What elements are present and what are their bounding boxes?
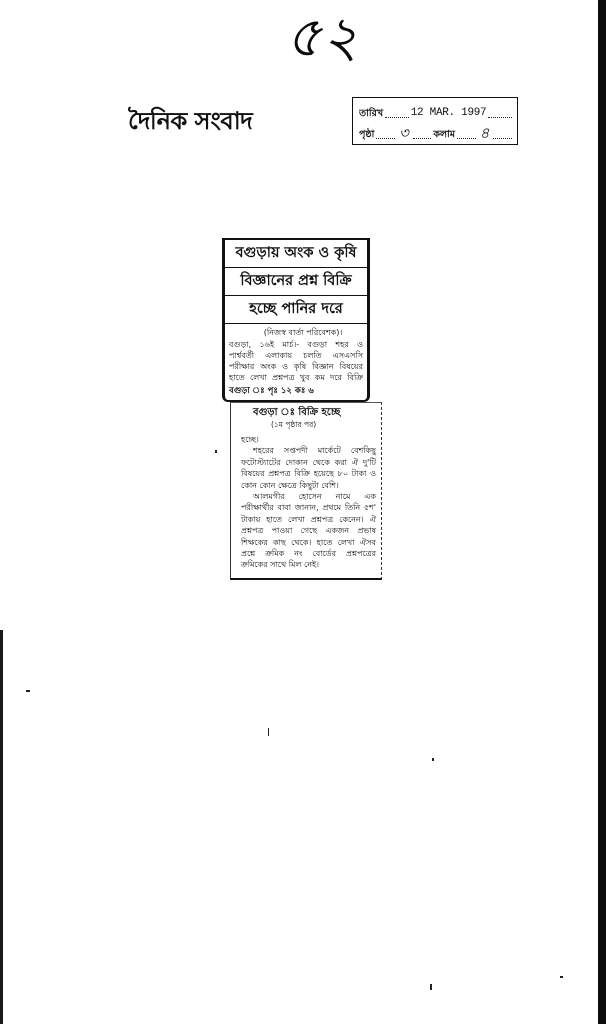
scan-speck [215, 450, 217, 453]
continued-from-note: (১ম পৃষ্ঠার পর) [271, 420, 317, 429]
scan-speck [26, 690, 30, 692]
body-line: প্রশ্নে ক্রমিক নং বোর্ডের প্রশ্নপত্রের [241, 548, 376, 558]
scan-edge-left [0, 630, 3, 1024]
body-line: পরীক্ষার অংক ও কৃষি বিজ্ঞান বিষয়ের [229, 362, 363, 371]
headline-line: বিজ্ঞানের প্রশ্ন বিক্রি [225, 268, 367, 296]
news-clipping-front [222, 238, 370, 402]
continued-marker: বগুড়া ঃ পৃঃ ১২ কঃ ৬ [229, 386, 314, 396]
scan-edge-right [598, 0, 606, 1024]
headline-line: বগুড়ায় অংক ও কৃষি [225, 240, 367, 268]
scan-speck [560, 976, 563, 978]
body-line: বগুড়া, ১৬ই মার্চ।- বগুড়া শহর ও [229, 340, 363, 349]
scan-speck [430, 984, 432, 990]
stamp-date-value: 12 MAR. 1997 [410, 107, 487, 119]
body-line: কোন কোন ক্ষেত্রে কিছুটা বেশি। [241, 480, 339, 490]
stamp-column-label: কলাম [433, 129, 456, 140]
leader-dots [385, 116, 409, 118]
news-clipping-continued [230, 402, 382, 580]
leader-dots [376, 137, 395, 139]
leader-dots [488, 116, 512, 118]
body-line: ফটোস্ট্যাটের দোকান থেকে করা ঐ দু'টি [241, 457, 376, 467]
handwritten-file-number: ৫২ [285, 5, 359, 70]
scan-speck [268, 728, 269, 736]
body-line: প্রশ্নপত্র পাওয়া গেছে একজন প্রভাষ [241, 526, 376, 536]
stamp-page-row [359, 121, 512, 142]
body-line: টাকায় হাতে লেখা প্রশ্নপত্র কেনেন। ঐ [241, 514, 376, 524]
body-line: পার্শ্ববর্তী এলাকায় চলতি এসএসসি [229, 351, 363, 360]
body-line: শহরের সপ্তপদী মার্কেটে বেশকিছু [253, 446, 376, 456]
leader-dots [457, 137, 476, 139]
stamp-date-label: তারিখ [359, 108, 384, 119]
byline: (নিজস্ব বার্তা পরিবেশক)। [263, 328, 343, 337]
scan-speck [432, 758, 434, 761]
stamp-date-row [359, 100, 512, 121]
stamp-column-value: ৪ [479, 124, 490, 142]
stamp-page-label: পৃষ্ঠা [359, 129, 375, 140]
leader-dots [493, 137, 512, 139]
body-line: ক্রমিকের সাথে মিল নেই। [241, 560, 319, 570]
body-line: হাতে লেখা প্রশ্নপত্র খুব কম দরে বিক্রি [229, 373, 363, 382]
body-line: শিক্ষকের কাছ থেকে। হাতে লেখা ঐসব [241, 537, 376, 547]
leader-dots [413, 137, 432, 139]
continued-header: বগুড়া ঃ বিক্রি হচ্ছে [253, 407, 341, 418]
body-line: বিষয়ের প্রশ্নপত্র বিক্রি হয়েছে ৮০ টাকা ও [241, 469, 376, 479]
newspaper-name: দৈনিক সংবাদ [128, 107, 253, 135]
archive-stamp [352, 97, 518, 145]
stamp-page-value: ৩ [398, 124, 409, 142]
body-line: হচ্ছে। [241, 435, 259, 444]
headline-line: হচ্ছে পানির দরে [225, 296, 367, 324]
body-line: আলমগীর হোসেন নামে এক [253, 491, 376, 501]
body-line: পরীক্ষার্থীর বাবা জানান, প্রথমে তিনি ৫শ' [241, 503, 376, 513]
